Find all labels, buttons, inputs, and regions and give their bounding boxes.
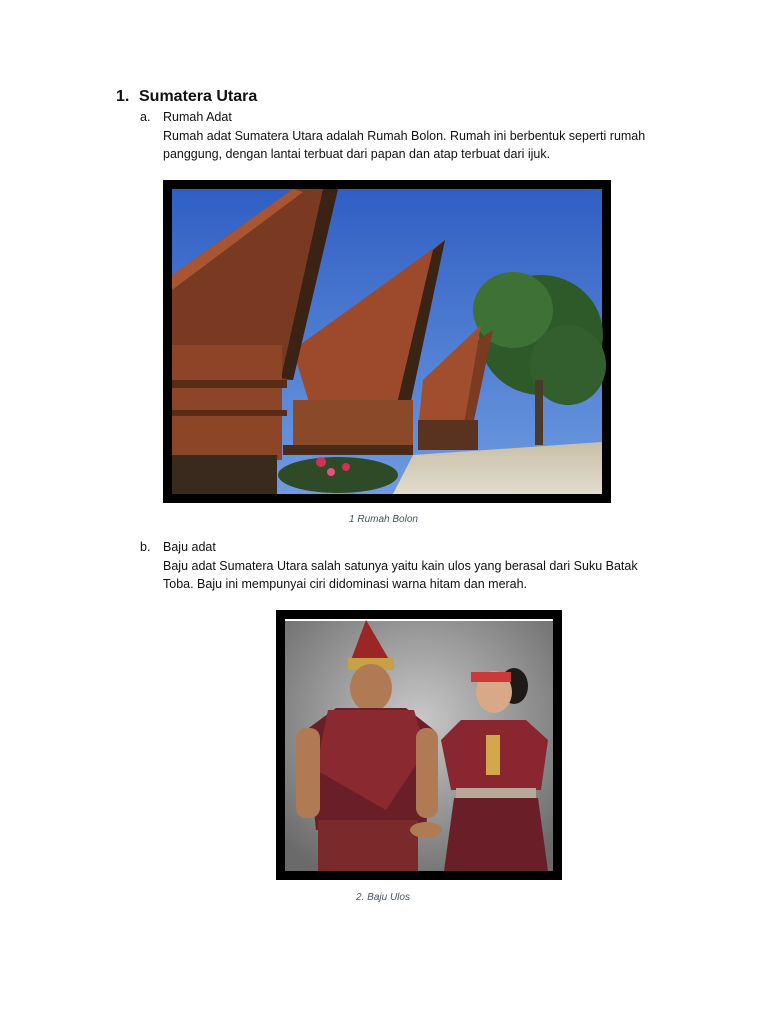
item-a-line-2: panggung, dengan lantai terbuat dari papan dan atap terbuat dari ijuk. [163, 147, 551, 161]
item-b-line-2: Toba. Baju ini mempunyai ciri didominasi warna hitam dan merah. [163, 577, 528, 591]
item-a-title: Rumah Adat [163, 110, 232, 124]
item-b-line-1: Baju adat Sumatera Utara salah satunya yaitu kain ulos yang berasal dari Suku Batak [163, 559, 638, 573]
rumah-bolon-illustration [163, 180, 611, 503]
item-a-line-1: Rumah adat Sumatera Utara adalah Rumah Bolon. Rumah ini berbentuk seperti rumah [163, 129, 646, 143]
baju-ulos-image [276, 610, 562, 880]
item-b-paragraph [163, 557, 673, 593]
section-title: Sumatera Utara [139, 88, 258, 105]
section-heading [116, 88, 257, 106]
item-b-title: Baju adat [163, 540, 216, 554]
rumah-bolon-image [163, 180, 611, 503]
item-a-marker: a. [140, 110, 151, 124]
baju-ulos-illustration [276, 610, 562, 880]
item-b-marker: b. [140, 540, 151, 554]
item-a-paragraph [163, 127, 673, 163]
section-number: 1. [116, 88, 130, 105]
caption-rumah-bolon: 1 Rumah Bolon [349, 514, 418, 525]
caption-baju-ulos: 2. Baju Ulos [356, 892, 410, 903]
